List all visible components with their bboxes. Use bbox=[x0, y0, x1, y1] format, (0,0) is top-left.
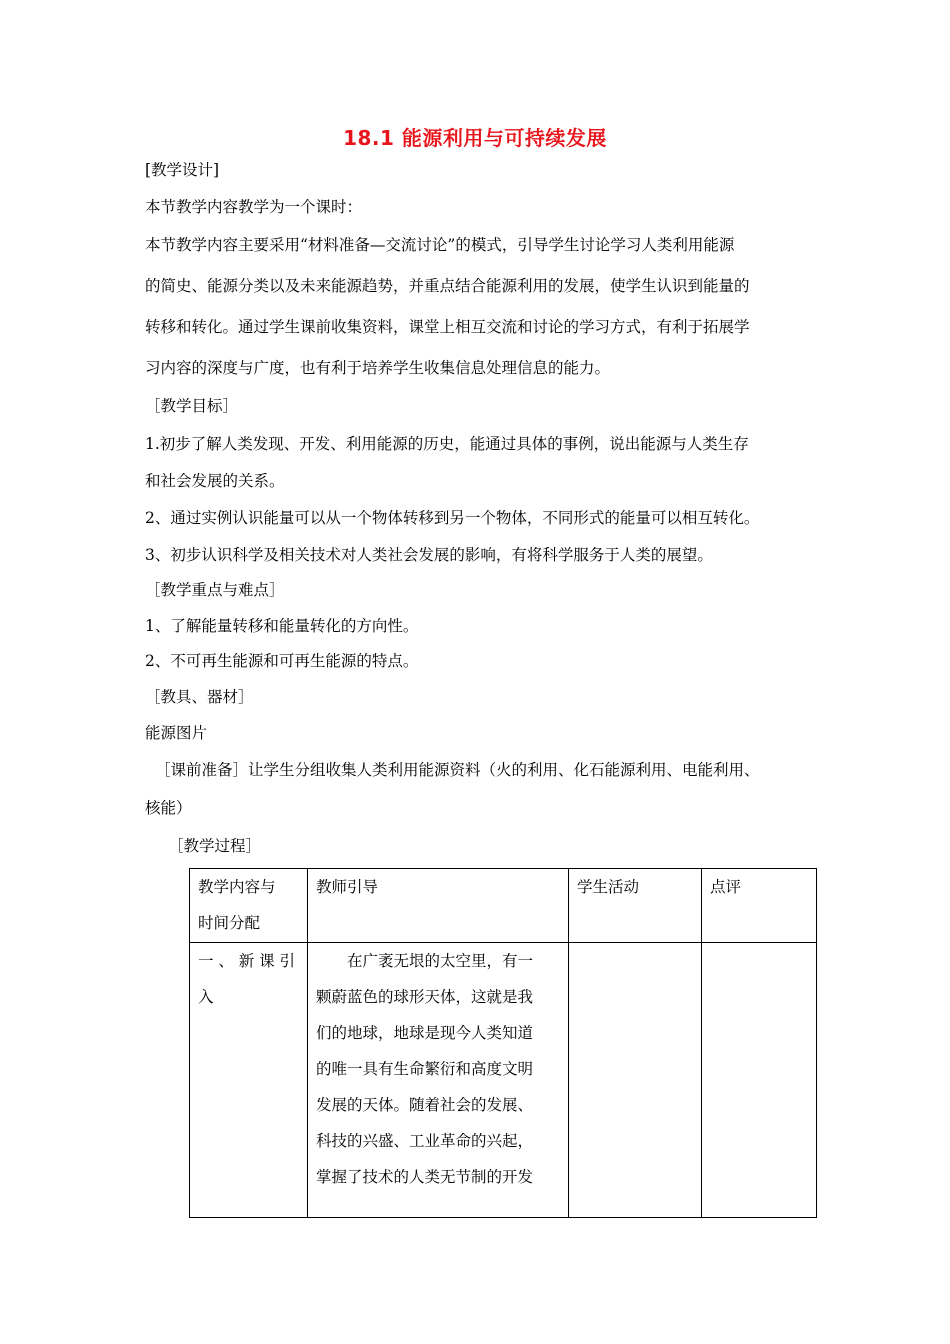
table-cell bbox=[702, 943, 817, 1218]
cell-text: 的唯一具有生命繁衍和高度文明 bbox=[316, 1060, 534, 1078]
cell-text: 科技的兴盛、工业革命的兴起， bbox=[316, 1132, 534, 1150]
process-heading: ［教学过程］ bbox=[168, 837, 262, 855]
cell-text: 入 bbox=[198, 988, 214, 1006]
table-header-cell bbox=[190, 869, 308, 943]
cell-text: 颗蔚蓝色的球形天体，这就是我 bbox=[316, 988, 534, 1006]
keypoint-line: 2、不可再生能源和可再生能源的特点。 bbox=[145, 652, 419, 670]
table-cell bbox=[569, 943, 702, 1218]
tools-text: 能源图片 bbox=[145, 724, 208, 742]
page-title: 18.1 能源利用与可持续发展 bbox=[343, 126, 607, 150]
design-line: 本节教学内容教学为一个课时： bbox=[145, 198, 363, 216]
design-paragraph-line: 的简史、能源分类以及未来能源趋势，并重点结合能源利用的发展，使学生认识到能量的 bbox=[145, 277, 750, 295]
table-header-cell bbox=[569, 869, 702, 943]
design-heading: [教学设计] bbox=[145, 161, 220, 179]
table-header-cell bbox=[702, 869, 817, 943]
table-header-text: 教师引导 bbox=[316, 878, 379, 896]
table-row bbox=[190, 943, 817, 1218]
goals-heading: ［教学目标］ bbox=[145, 397, 239, 415]
table-header-cell bbox=[308, 869, 569, 943]
table-cell bbox=[190, 943, 308, 1218]
cell-text: 一、新课引 bbox=[198, 952, 299, 970]
table-header-text: 教学内容与 bbox=[198, 878, 276, 896]
goal-line: 3、初步认识科学及相关技术对人类社会发展的影响，有将科学服务于人类的展望。 bbox=[145, 546, 713, 564]
goal-line: 和社会发展的关系。 bbox=[145, 472, 285, 490]
table-header-text: 时间分配 bbox=[198, 914, 261, 932]
lesson-table bbox=[189, 868, 817, 1218]
prep-line: ［课前准备］让学生分组收集人类利用能源资料（火的利用、化石能源利用、电能利用、 bbox=[155, 761, 760, 779]
design-paragraph-line: 本节教学内容主要采用“材料准备—交流讨论”的模式，引导学生讨论学习人类利用能源 bbox=[145, 236, 735, 254]
table-header-row bbox=[190, 869, 817, 943]
design-paragraph-line: 习内容的深度与广度，也有利于培养学生收集信息处理信息的能力。 bbox=[145, 359, 611, 377]
cell-text: 发展的天体。随着社会的发展、 bbox=[316, 1096, 534, 1114]
design-paragraph-line: 转移和转化。通过学生课前收集资料，课堂上相互交流和讨论的学习方式，有利于拓展学 bbox=[145, 318, 750, 336]
table-header-text: 学生活动 bbox=[577, 878, 640, 896]
cell-text: 们的地球，地球是现今人类知道 bbox=[316, 1024, 534, 1042]
table-cell bbox=[308, 943, 569, 1218]
tools-heading: ［教具、器材］ bbox=[145, 688, 254, 706]
keypoints-heading: ［教学重点与难点］ bbox=[145, 581, 285, 599]
cell-text: 掌握了技术的人类无节制的开发 bbox=[316, 1168, 534, 1186]
cell-text: 在广袤无垠的太空里，有一 bbox=[347, 952, 534, 970]
prep-line: 核能） bbox=[145, 799, 192, 817]
table-header-text: 点评 bbox=[710, 878, 742, 896]
keypoint-line: 1、了解能量转移和能量转化的方向性。 bbox=[145, 617, 419, 635]
goal-line: 2、通过实例认识能量可以从一个物体转移到另一个物体，不同形式的能量可以相互转化。 bbox=[145, 509, 760, 527]
goal-line: 1.初步了解人类发现、开发、利用能源的历史，能通过具体的事例，说出能源与人类生存 bbox=[145, 435, 749, 453]
